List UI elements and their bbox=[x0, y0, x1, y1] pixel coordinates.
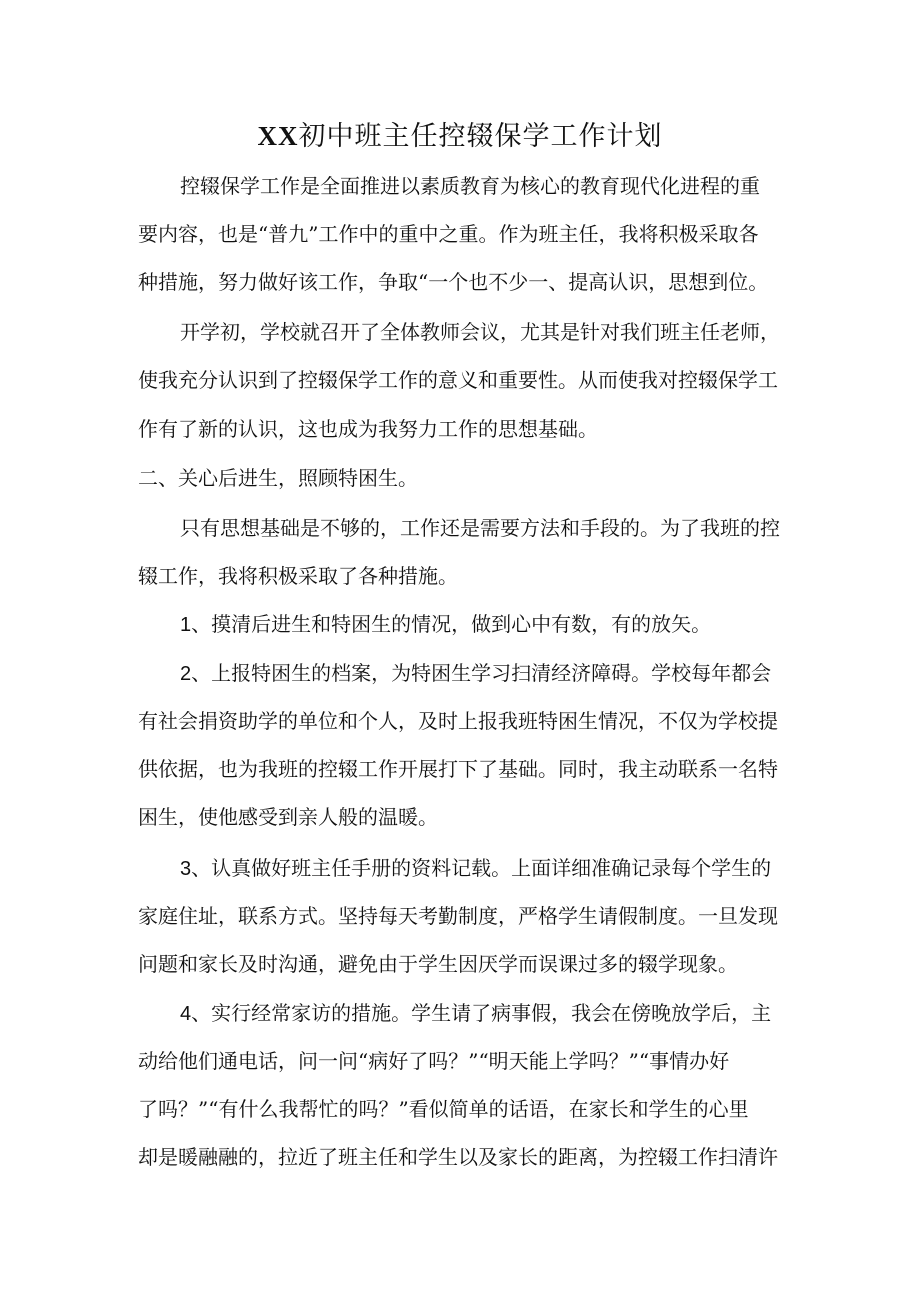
list-item-2 bbox=[180, 653, 771, 693]
item-number: 4 bbox=[180, 1003, 192, 1025]
paragraph-line: 要内容，也是“普九”工作中的重中之重。作为班主任，我将积极采取各 bbox=[138, 222, 759, 246]
paragraph-line: 供依据，也为我班的控辍工作开展打下了基础。同时，我主动联系一名特 bbox=[138, 757, 778, 781]
paragraph-line: 困生，使他感受到亲人般的温暖。 bbox=[138, 805, 438, 829]
paragraph-line: 有社会捐资助学的单位和个人，及时上报我班特困生情况，不仅为学校提 bbox=[138, 709, 778, 733]
document-title bbox=[0, 116, 920, 157]
list-item-1 bbox=[180, 604, 711, 644]
paragraph-line: 控辍保学工作是全面推进以素质教育为核心的教育现代化进程的重 bbox=[180, 174, 760, 198]
paragraph-line: 问题和家长及时沟通，避免由于学生因厌学而误课过多的辍学现象。 bbox=[138, 952, 738, 976]
item-text: 、认真做好班主任手册的资料记载。上面详细准确记录每个学生的 bbox=[191, 856, 772, 880]
item-number: 2 bbox=[180, 663, 192, 685]
item-text: 、摸清后进生和特困生的情况，做到心中有数，有的放矢。 bbox=[191, 612, 712, 636]
item-number: 1 bbox=[180, 614, 192, 636]
paragraph-line: 只有思想基础是不够的，工作还是需要方法和手段的。为了我班的控 bbox=[180, 516, 780, 540]
paragraph-line: 开学初，学校就召开了全体教师会议，尤其是针对我们班主任老师， bbox=[180, 320, 780, 344]
title-prefix: XX bbox=[257, 121, 299, 151]
paragraph-line: 家庭住址，联系方式。坚持每天考勤制度，严格学生请假制度。一旦发现 bbox=[138, 904, 778, 928]
paragraph-line: 种措施，努力做好该工作，争取“一个也不少一、提高认识，思想到位。 bbox=[138, 270, 769, 294]
item-number: 3 bbox=[180, 858, 192, 880]
item-text: 、上报特困生的档案，为特困生学习扫清经济障碍。学校每年都会 bbox=[191, 661, 772, 685]
list-item-3 bbox=[180, 848, 771, 888]
paragraph-line: 辍工作，我将积极采取了各种措施。 bbox=[138, 564, 458, 588]
paragraph-line: 动给他们通电话，问一问“病好了吗？”“明天能上学吗？”“事情办好 bbox=[138, 1049, 730, 1073]
paragraph-line: 却是暖融融的，拉近了班主任和学生以及家长的距离，为控辍工作扫清许 bbox=[138, 1145, 778, 1169]
paragraph-line: 使我充分认识到了控辍保学工作的意义和重要性。从而使我对控辍保学工 bbox=[138, 368, 778, 392]
section-heading: 二、关心后进生，照顾特困生。 bbox=[138, 466, 418, 490]
paragraph-line: 作有了新的认识，这也成为我努力工作的思想基础。 bbox=[138, 417, 598, 441]
item-text: 、实行经常家访的措施。学生请了病事假，我会在傍晚放学后，主 bbox=[191, 1001, 772, 1025]
paragraph-line: 了吗？”“有什么我帮忙的吗？”看似简单的话语，在家长和学生的心里 bbox=[138, 1097, 749, 1121]
title-text: 初中班主任控辍保学工作计划 bbox=[298, 121, 663, 152]
list-item-4 bbox=[180, 993, 771, 1033]
